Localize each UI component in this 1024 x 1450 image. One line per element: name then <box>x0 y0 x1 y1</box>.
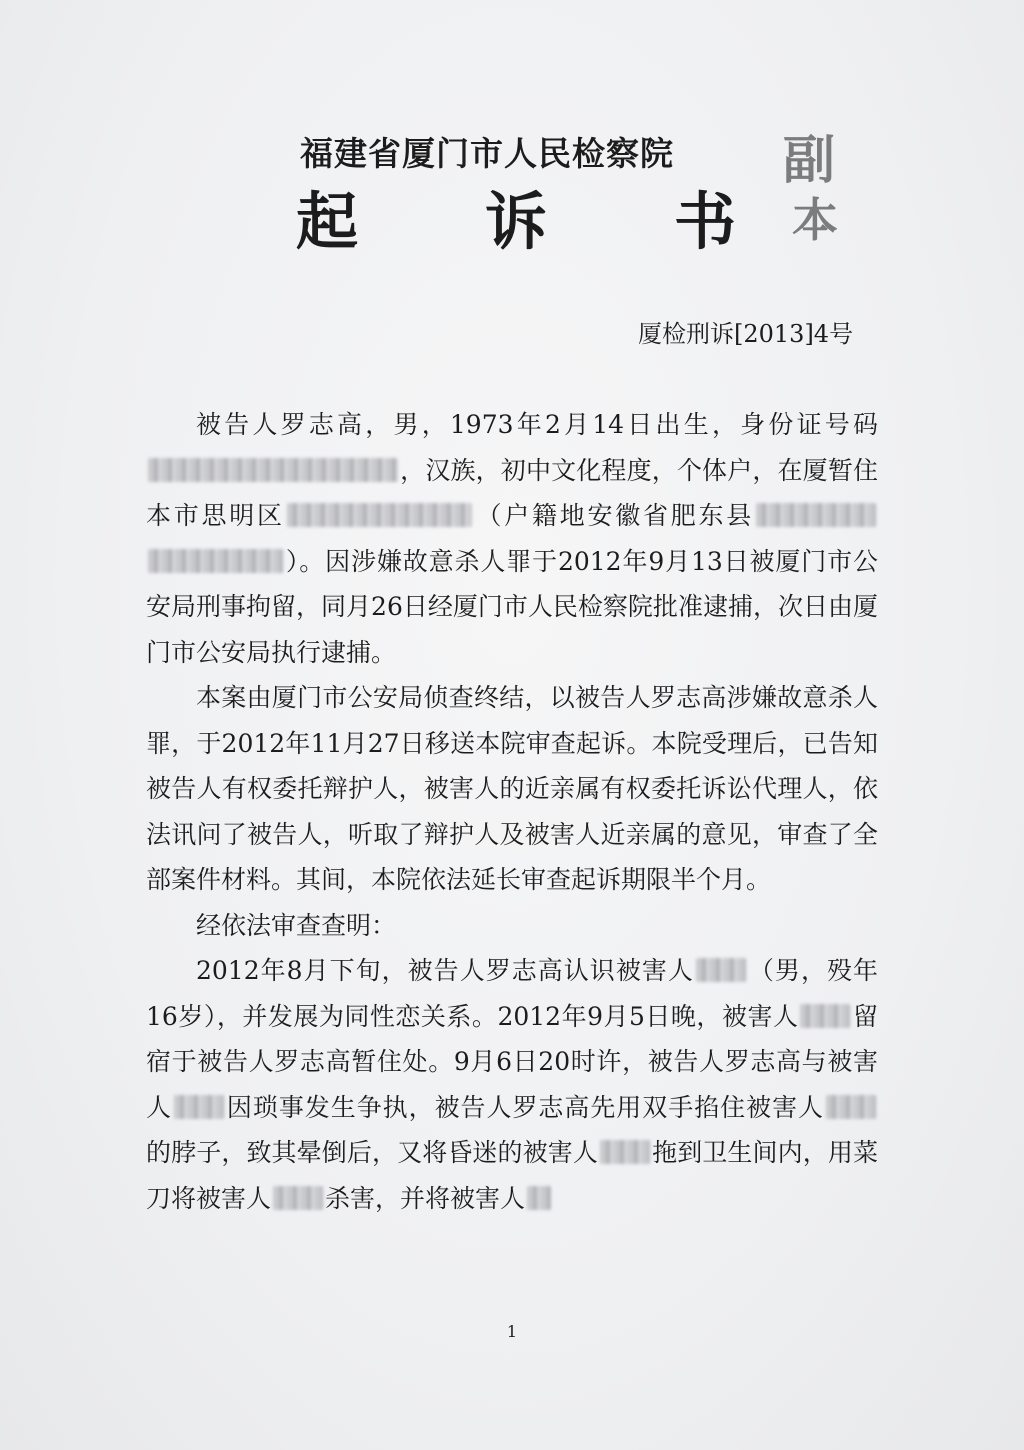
document-number: 厦检刑诉[2013]4号 <box>638 320 854 348</box>
text-segment: 的脖子，致其晕倒后，又将昏迷的被害人 <box>146 1138 598 1167</box>
organization-title: 福建省厦门市人民检察院 <box>300 134 674 173</box>
text-segment: 2012年8月下旬，被告人罗志高认识被害人 <box>196 956 694 985</box>
text-segment: 留宿于被告人罗志高暂住处。9月6日20时许，被告人罗志高与被害人 <box>146 1001 878 1122</box>
text-segment: （户籍地安徽省肥东县 <box>473 501 754 530</box>
paragraph-case-procedure: 本案由厦门市公安局侦查终结，以被告人罗志高涉嫌故意杀人罪，于2012年11月27日移送本院审查起诉。本院受理后，已告知被告人有权委托辩护人，被害人的近亲属有权委托诉讼代理人，依法讯问了被告人，听取了辩护人及被害人近亲属的意见，审查了全部案件材料。其间，本院依法延长审查起诉期限半个月。 <box>146 683 878 894</box>
redacted-victim-name <box>273 1186 323 1210</box>
paragraph-defendant-info <box>146 402 878 675</box>
redacted-hometown <box>756 503 876 527</box>
title-char-1: 起 <box>296 185 359 258</box>
title-char-2: 诉 <box>484 185 547 258</box>
redacted-victim-name <box>800 1004 850 1028</box>
redacted-victim-name <box>600 1140 650 1164</box>
redacted-hometown-2 <box>148 549 283 573</box>
text-segment: （男，殁年16岁），并发展为同性恋关系。2012年9月5日晚，被害人 <box>146 956 878 1031</box>
redacted-victim-name <box>696 958 746 982</box>
redacted-victim-name <box>826 1095 876 1119</box>
paragraph-findings-intro: 经依法审查查明： <box>196 910 397 940</box>
redacted-id-number <box>148 458 398 482</box>
stamp-char-2: 本 <box>792 193 838 247</box>
redacted-victim-name <box>527 1186 551 1210</box>
stamp-char-1: 副 <box>782 131 835 191</box>
redacted-victim-name <box>174 1095 224 1119</box>
redacted-address <box>287 503 472 527</box>
text-segment: 被告人罗志高，男，1973年2月14日出生，身份证号码 <box>196 410 878 439</box>
text-segment: ）。因涉嫌故意杀人罪于2012年9月13日被厦门市公安局刑事拘留，同月26日经厦门市人民检察院批准逮捕，次日由厦门市公安局执行逮捕。 <box>146 546 878 667</box>
text-segment: 因琐事发生争执，被告人罗志高先用双手掐住被害人 <box>225 1092 824 1122</box>
paragraph-facts <box>146 948 878 1221</box>
document-body <box>146 402 878 1221</box>
page-number: 1 <box>506 1322 518 1341</box>
copy-stamp <box>778 131 840 247</box>
document-title <box>296 184 736 260</box>
text-segment: 杀害，并将被害人 <box>325 1183 526 1213</box>
text-segment: 拖到卫生间内，用菜刀将被害人 <box>146 1138 878 1213</box>
text-segment: ，汉族，初中文化程度，个体户，在厦暂住本市思明区 <box>146 455 878 530</box>
title-char-3: 书 <box>673 185 736 258</box>
